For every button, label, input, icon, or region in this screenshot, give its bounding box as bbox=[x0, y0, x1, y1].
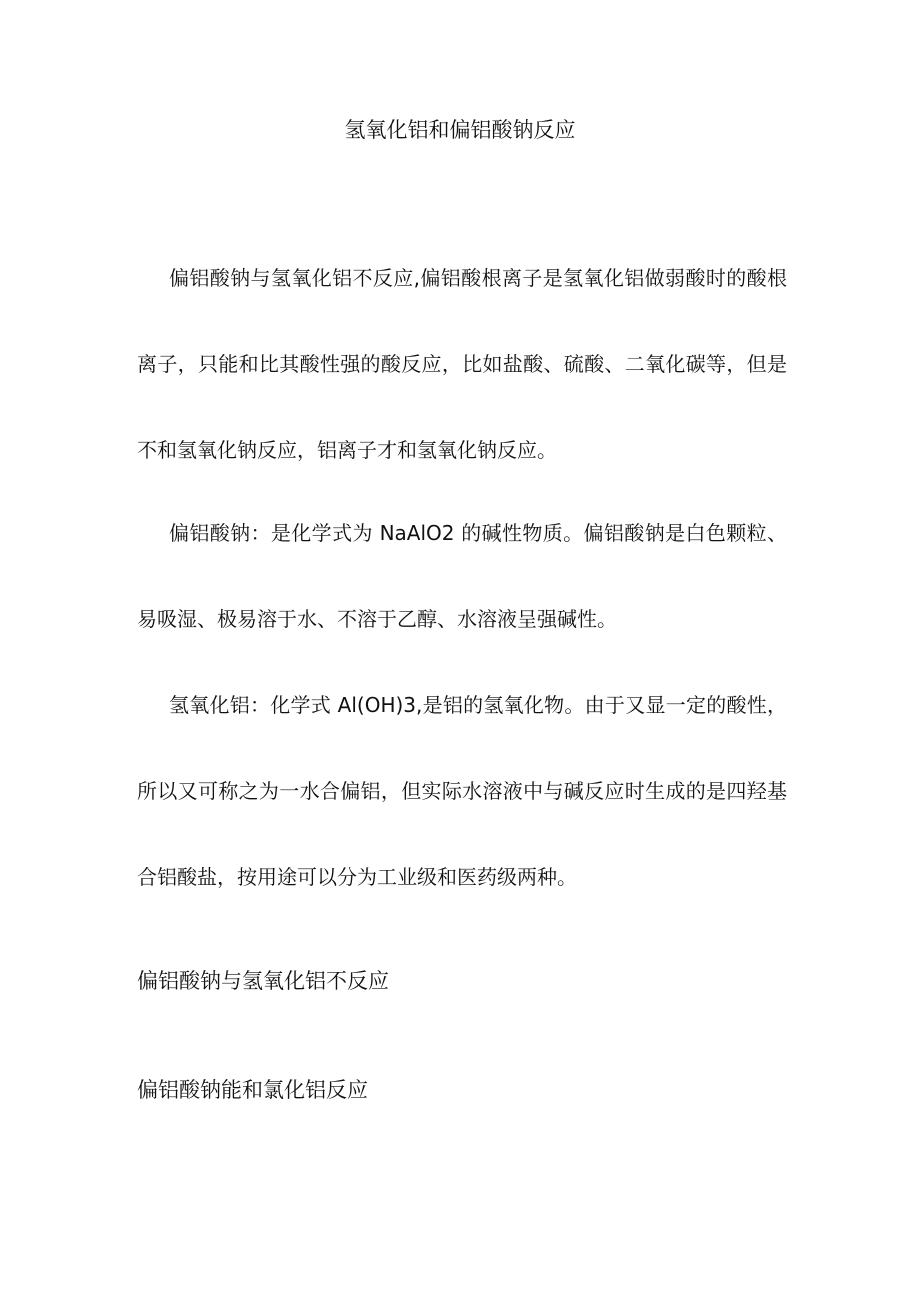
subheading-1: 偏铝酸钠与氢氧化铝不反应 bbox=[137, 969, 389, 993]
paragraph-1: 偏铝酸钠与氢氧化铝不反应,偏铝酸根离子是氢氧化铝做弱酸时的酸根离子，只能和比其酸性强的酸反应，比如盐酸、硫酸、二氧化碳等，但是不和氢氧化钠反应，铝离子才和氢氧化钠反应。 bbox=[137, 266, 787, 462]
subheading-2: 偏铝酸钠能和氯化铝反应 bbox=[137, 1078, 368, 1102]
paragraph-3: 氢氧化铝：化学式 Al(OH)3,是铝的氢氧化物。由于又显一定的酸性，所以又可称之为一水合偏铝，但实际水溶液中与碱反应时生成的是四羟基合铝酸盐，按用途可以分为工业级和医药级两种。 bbox=[137, 693, 787, 889]
document-title: 氢氧化铝和偏铝酸钠反应 bbox=[344, 118, 576, 142]
paragraph-2: 偏铝酸钠：是化学式为 NaAlO2 的碱性物质。偏铝酸钠是白色颗粒、易吸湿、极易溶于水、不溶于乙醇、水溶液呈强碱性。 bbox=[137, 521, 787, 631]
